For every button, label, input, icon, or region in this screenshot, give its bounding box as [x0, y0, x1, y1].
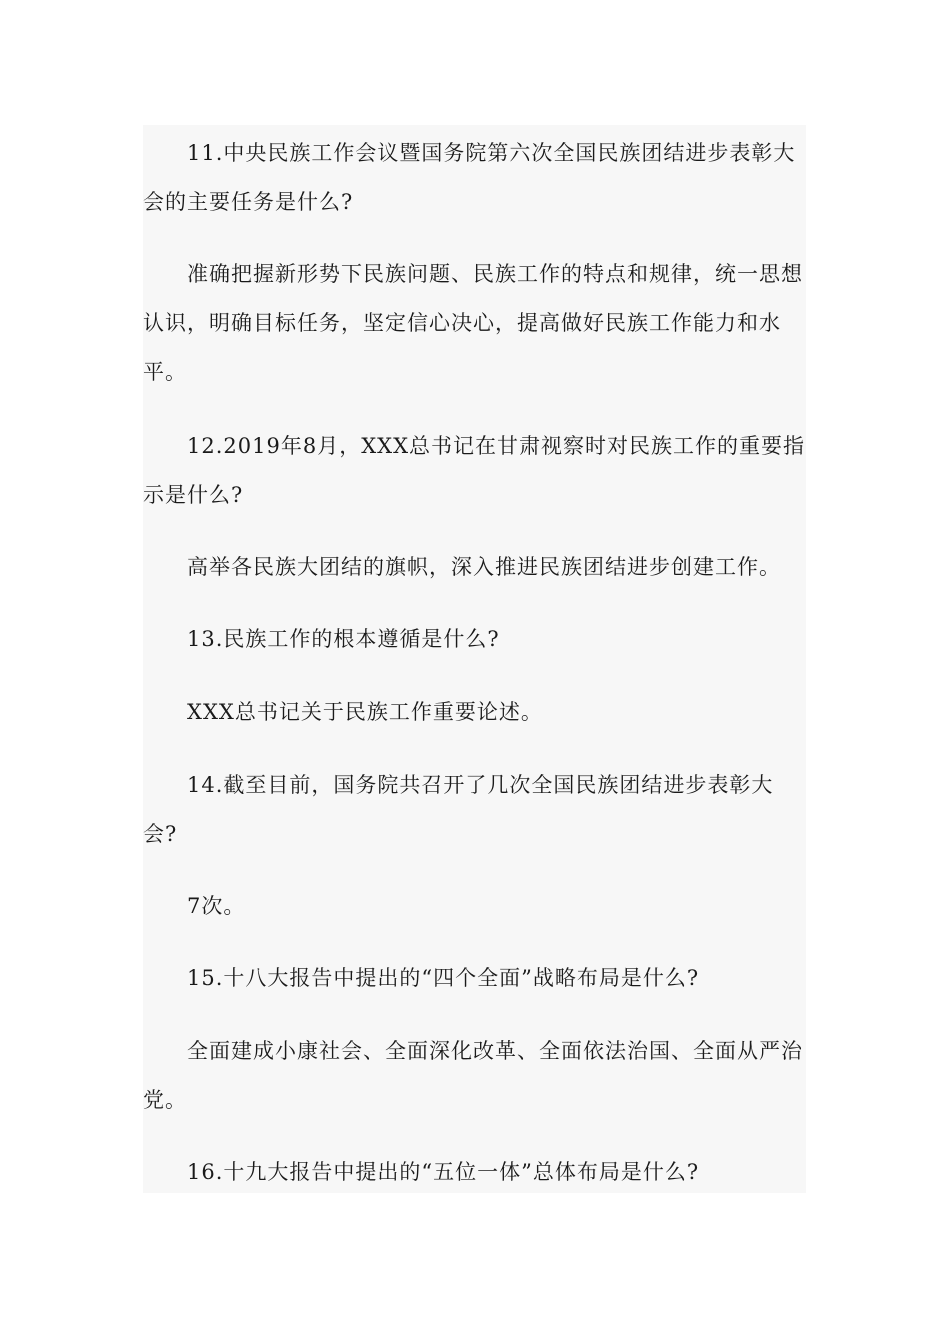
question-11: 11.中央民族工作会议暨国务院第六次全国民族团结进步表彰大会的主要任务是什么?: [143, 141, 796, 214]
content-panel: [143, 125, 806, 1193]
answer-11: 准确把握新形势下民族问题、民族工作的特点和规律，统一思想认识，明确目标任务，坚定信心决心，提高做好民族工作能力和水平。: [143, 262, 803, 384]
answer-13: XXX总书记关于民族工作重要论述。: [187, 700, 543, 724]
answer-14: 7次。: [187, 894, 246, 918]
question-15: 15.十八大报告中提出的“四个全面”战略布局是什么?: [187, 966, 700, 990]
question-14: 14.截至目前，国务院共召开了几次全国民族团结进步表彰大会?: [143, 773, 774, 846]
question-16: 16.十九大报告中提出的“五位一体”总体布局是什么?: [187, 1160, 700, 1184]
question-13: 13.民族工作的根本遵循是什么?: [187, 627, 500, 651]
answer-12: 高举各民族大团结的旗帜，深入推进民族团结进步创建工作。: [187, 555, 781, 579]
answer-15: 全面建成小康社会、全面深化改革、全面依法治国、全面从严治党。: [143, 1039, 803, 1112]
question-12: 12.2019年8月，XXX总书记在甘肃视察时对民族工作的重要指示是什么?: [143, 434, 806, 507]
